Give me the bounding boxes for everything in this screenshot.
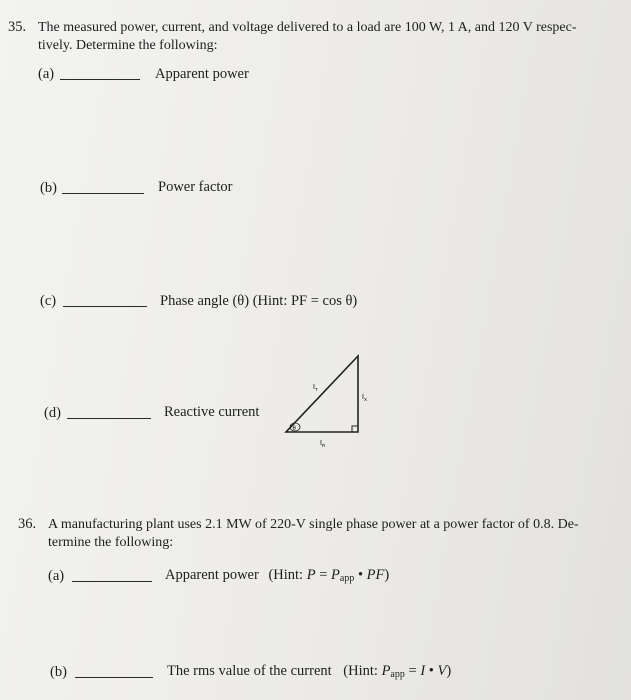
angle-label: θ [292,426,296,432]
q35c-answer-blank[interactable] [63,306,147,307]
q35b-answer-blank[interactable] [62,193,144,194]
q35c-text: Phase angle (θ) (Hint: PF = cos θ) [160,293,358,309]
q36-statement-line2: termine the following: [48,535,174,550]
q35a-text: Apparent power [155,66,249,82]
q35d-label: (d) [44,405,61,421]
q35c-label: (c) [40,293,57,309]
q36a-answer-blank[interactable] [72,581,152,582]
q36a-label: (a) [48,568,65,584]
hypotenuse-label: $I_T$ [313,384,318,392]
q36a-prompt: Apparent power [165,567,259,583]
q35d-answer-blank[interactable] [67,418,151,419]
right-angle-mark [352,426,358,432]
q36b-answer-blank[interactable] [75,677,153,678]
q35-statement-line1: The measured power, current, and voltage delivered to a load are 100 W, 1 A, and 120 V respec- [38,20,577,35]
q36-number: 36. [18,516,37,532]
q36-statement-line1: A manufacturing plant uses 2.1 MW of 220-V single phase power at a power factor of 0.8. De- [48,517,579,532]
triangle-outline [286,356,358,432]
q36a-hint: (Hint: $P = P_{app}$ • PF) [268,567,390,584]
q35a-answer-blank[interactable] [60,79,140,80]
q35-number: 35. [8,19,27,35]
current-triangle-diagram [278,352,373,457]
q36a-text [165,567,389,587]
q35b-text: Power factor [158,179,233,195]
q35-statement-line2: tively. Determine the following: [38,38,218,53]
base-label: $I_R$ [320,440,326,448]
q35d-text: Reactive current [164,404,260,420]
q35a-label: (a) [38,66,55,82]
q36b-prompt: The rms value of the current [167,663,332,679]
q36b-text [167,663,451,683]
vertical-side-label: $I_X$ [362,394,367,402]
q36b-hint: (Hint: $P_{app} = I$ • V) [343,663,452,680]
q36b-label: (b) [50,664,67,680]
q35b-label: (b) [40,180,57,196]
